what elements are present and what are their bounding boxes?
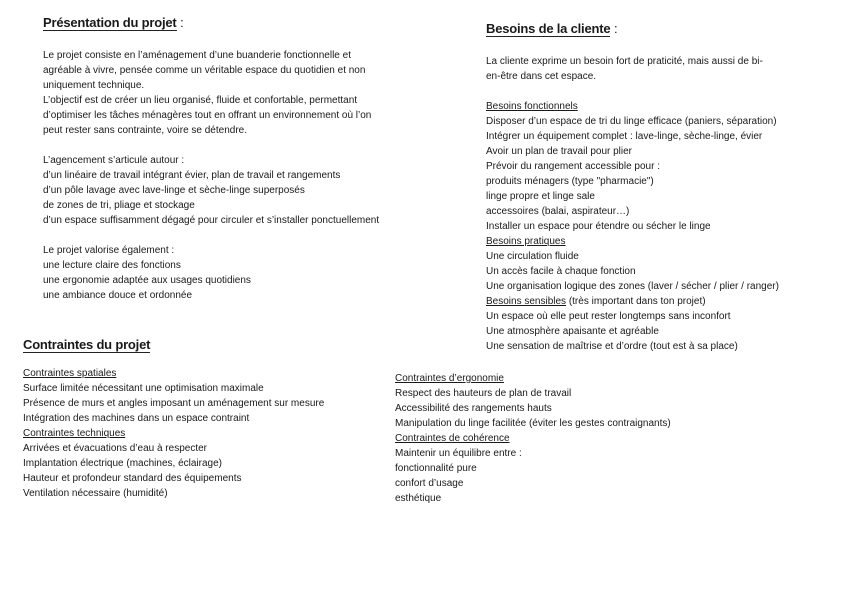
list-item: Hauteur et profondeur standard des équipements — [23, 473, 242, 484]
list-item: une ergonomie adaptée aux usages quotidiens — [43, 275, 251, 286]
list-item: produits ménagers (type "pharmacie") — [486, 176, 654, 187]
list-item: Une sensation de maîtrise et d’ordre (tout est à sa place) — [486, 341, 738, 352]
contraintes-spatiales-heading: Contraintes spatiales — [23, 368, 117, 379]
list-item: Un accès facile à chaque fonction — [486, 266, 636, 277]
list-item: Avoir un plan de travail pour plier — [486, 146, 633, 157]
list-item: confort d’usage — [395, 478, 464, 489]
besoins-pratiques-heading: Besoins pratiques — [486, 236, 566, 247]
presentation-title-colon: : — [176, 15, 184, 30]
list-item: Installer un espace pour étendre ou sécher le linge — [486, 221, 711, 232]
besoins-title: Besoins de la cliente — [486, 21, 611, 36]
text-line: d’optimiser les tâches ménagères tout en offrant un environnement où l’on — [43, 110, 372, 121]
besoins-title-colon: : — [610, 21, 618, 36]
text-line: peut rester sans contrainte, voire se détendre. — [43, 125, 248, 136]
presentation-title: Présentation du projet — [43, 15, 177, 30]
list-item: fonctionnalité pure — [395, 463, 477, 474]
contraintes-ergonomie-heading: Contraintes d’ergonomie — [395, 373, 504, 384]
text-line: uniquement technique. — [43, 80, 145, 91]
besoins-fonctionnels-heading: Besoins fonctionnels — [486, 101, 578, 112]
presentation-paragraph-2 — [43, 153, 379, 228]
list-item: Présence de murs et angles imposant un aménagement sur mesure — [23, 398, 325, 409]
text-line: en-être dans cet espace. — [486, 71, 597, 82]
besoins-sensibles-heading: Besoins sensibles — [486, 296, 567, 307]
contraintes-right-column — [395, 371, 671, 506]
contraintes-techniques-heading: Contraintes techniques — [23, 428, 126, 439]
contraintes-title-wrap — [23, 336, 150, 354]
list-item: Prévoir du rangement accessible pour : — [486, 161, 660, 172]
list-item: Une atmosphère apaisante et agréable — [486, 326, 659, 337]
list-item: Maintenir un équilibre entre : — [395, 448, 522, 459]
contraintes-title: Contraintes du projet — [23, 337, 151, 352]
text-line: Le projet consiste en l’aménagement d’une buanderie fonctionnelle et — [43, 50, 351, 61]
text-line: L’objectif est de créer un lieu organisé, fluide et confortable, permettant — [43, 95, 358, 106]
besoins-section — [486, 20, 779, 354]
list-item: d’un pôle lavage avec lave-linge et sèche-linge superposés — [43, 185, 305, 196]
list-item: d’un espace suffisamment dégagé pour circuler et s’installer ponctuellement — [43, 215, 380, 226]
list-item: Disposer d’un espace de tri du linge efficace (paniers, séparation) — [486, 116, 777, 127]
text-line: La cliente exprime un besoin fort de praticité, mais aussi de bi- — [486, 56, 763, 67]
list-item: Intégrer un équipement complet : lave-linge, sèche-linge, évier — [486, 131, 763, 142]
list-item: Une circulation fluide — [486, 251, 579, 262]
presentation-section — [43, 14, 379, 303]
besoins-sensibles-line — [486, 294, 779, 309]
list-item: linge propre et linge sale — [486, 191, 595, 202]
contraintes-coherence-heading: Contraintes de cohérence — [395, 433, 510, 444]
list-item: une ambiance douce et ordonnée — [43, 290, 193, 301]
list-item: accessoires (balai, aspirateur…) — [486, 206, 630, 217]
list-item: Ventilation nécessaire (humidité) — [23, 488, 168, 499]
list-item: Implantation électrique (machines, éclairage) — [23, 458, 222, 469]
list-item: Manipulation du linge facilitée (éviter les gestes contraignants) — [395, 418, 671, 429]
presentation-paragraph-1 — [43, 48, 379, 138]
list-item: Accessibilité des rangements hauts — [395, 403, 552, 414]
list-item: Arrivées et évacuations d’eau à respecter — [23, 443, 207, 454]
besoins-sensibles-note: (très important dans ton projet) — [566, 296, 706, 307]
list-item: esthétique — [395, 493, 442, 504]
list-item: Un espace où elle peut rester longtemps sans inconfort — [486, 311, 731, 322]
list-item: Respect des hauteurs de plan de travail — [395, 388, 572, 399]
list-item: Surface limitée nécessitant une optimisation maximale — [23, 383, 264, 394]
besoins-intro — [486, 54, 779, 84]
list-item: de zones de tri, pliage et stockage — [43, 200, 195, 211]
list-item: Intégration des machines dans un espace contraint — [23, 413, 250, 424]
list-item: Une organisation logique des zones (laver / sécher / plier / ranger) — [486, 281, 779, 292]
besoins-list — [486, 99, 779, 354]
presentation-paragraph-3 — [43, 243, 379, 303]
text-line: L’agencement s’articule autour : — [43, 155, 185, 166]
contraintes-left-column — [23, 366, 324, 501]
list-item: d’un linéaire de travail intégrant évier, plan de travail et rangements — [43, 170, 341, 181]
text-line: Le projet valorise également : — [43, 245, 175, 256]
text-line: agréable à vivre, pensée comme un véritable espace du quotidien et non — [43, 65, 366, 76]
list-item: une lecture claire des fonctions — [43, 260, 181, 271]
